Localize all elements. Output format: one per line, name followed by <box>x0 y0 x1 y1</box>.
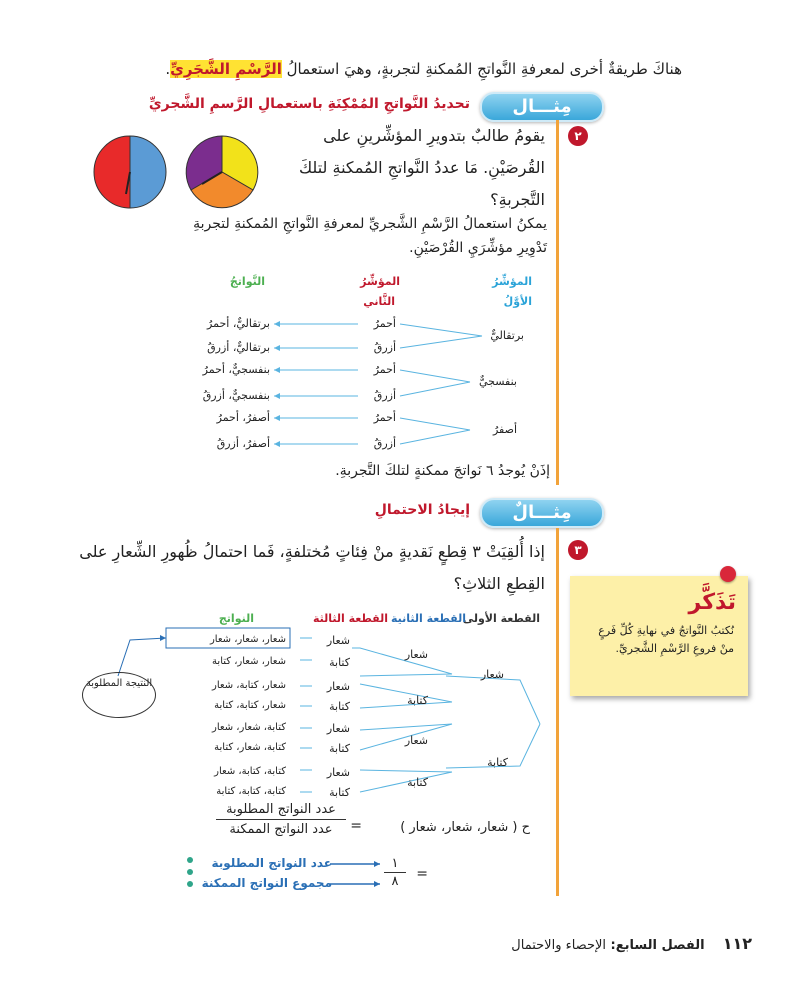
formula-numerator: عدد النواتج المطلوبة <box>226 802 336 817</box>
tree-1-outcome: بنفسجيٌّ، أزرقُ <box>202 389 270 402</box>
tip-note <box>570 576 748 696</box>
formula-fraction <box>216 802 346 837</box>
disc-1-blue-slice <box>130 136 166 208</box>
desired-outcome-callout: النتيجة المطلوبة <box>82 672 156 718</box>
tree-1-first-branch: برتقاليٌّ <box>490 329 524 342</box>
question-line-1: إذا أُلقِيَتْ ٣ قِطعٍ نَقديةٍ منْ فِئاتٍ مُختلفةٍ، فَما احتمالُ ظُهورِ الشِّعارِ على <box>79 542 545 561</box>
result-equals: = <box>416 866 428 882</box>
example-1-number: ٢ <box>568 126 588 146</box>
tree-2-outcome: كتابة، كتابة، كتابة <box>216 786 286 797</box>
tree-2-third-branch: كتابة <box>329 742 350 755</box>
example-2-number: ٣ <box>568 540 588 560</box>
pin-icon <box>720 566 736 582</box>
tree-2-outcome: كتابة، شعار، كتابة <box>214 742 286 753</box>
example-1-conclusion: إذَنْ يُوجدُ ٦ نَواتجَ ممكنةٍ لتلكَ التَّجربةِ. <box>335 463 550 479</box>
tree-2-header-second: القطعة الثانية <box>390 612 466 625</box>
tree-2-third-branch: شعار <box>326 766 350 779</box>
tree-2-lines <box>90 620 550 800</box>
tree-1-second-branch: أزرقُ <box>373 341 396 354</box>
example-1-title: تحديدُ النَّواتجِ المُمْكِنَةِ باستعمالِ الرَّسمِ الشَّجريِّ <box>148 96 470 112</box>
example-2-badge: مِثـــالٌ <box>480 498 604 528</box>
question-line-2: القِطعِ الثلاثِ؟ <box>453 574 545 593</box>
tree-2-first-branch: شعار <box>480 668 504 681</box>
tip-text-line-1: نُكتبُ النَّواتجُ في نهايةِ كُلِّ فَرعٍ <box>598 624 734 637</box>
tree-2-third-branch: شعار <box>326 634 350 647</box>
tree-1-header-first: المؤشِّرُ <box>492 275 532 288</box>
tip-text <box>584 622 734 658</box>
tree-2-second-branch: كتابة <box>407 694 428 707</box>
intro-highlight: الرَّسْمِ الشَّجَرِيِّ <box>170 60 282 78</box>
example-2-title: إيجادُ الاحتمالِ <box>374 502 470 518</box>
intro-end: . <box>165 60 171 78</box>
tree-2-outcome: شعار، كتابة، شعار <box>212 680 286 691</box>
footer-subject: الإحصاء والاحتمال <box>511 938 607 953</box>
tree-2-second-branch: كتابة <box>407 776 428 789</box>
footer-chapter: الفصل السابع: <box>610 938 705 953</box>
tree-1-first-branch: أصفرُ <box>492 423 517 436</box>
page-footer <box>511 934 752 953</box>
tree-1-outcome: بنفسجيٌّ، أحمرُ <box>202 363 270 376</box>
formula-equals: = <box>350 818 362 834</box>
result-fraction <box>384 856 406 889</box>
tree-1-header-first-b: الأوَّلُ <box>503 295 532 308</box>
result-numerator: ١ <box>391 856 399 871</box>
tree-1-second-branch: أحمرُ <box>373 411 396 424</box>
tree-2-second-branch: شعار <box>404 734 428 747</box>
question-line-3: التَّجربةِ؟ <box>490 190 545 209</box>
example-1-question <box>245 120 545 216</box>
tree-1-second-branch: أحمرُ <box>373 363 396 376</box>
example-2-question <box>45 536 545 600</box>
tip-title: تَذَكَّر <box>688 590 736 615</box>
tree-2-third-branch: كتابة <box>329 656 350 669</box>
tree-1-outcome: برتقاليٌّ، أحمرُ <box>207 317 270 330</box>
result-bar <box>384 872 406 873</box>
tip-text-line-2: منْ فروعِ الرَّسْمِ الشَّجريِّ. <box>615 642 734 655</box>
disc-1-red-slice <box>94 136 130 208</box>
tree-2-header-first: القطعة الأولى <box>462 612 540 625</box>
example-1-badge: مِثـــال <box>480 92 604 122</box>
spinner-disc-2 <box>186 136 258 208</box>
spinner-disc-1 <box>94 136 166 208</box>
example-2-side-bar <box>556 528 559 896</box>
formula-denominator: عدد النواتج الممكنة <box>229 822 333 837</box>
tree-1-header-second: المؤشِّرُ <box>360 275 400 288</box>
tree-2-third-branch: شعار <box>326 722 350 735</box>
question-line-2: القُرصَيْنِ. مَا عددُ النَّواتجِ المُمكنةِ لتلكَ <box>298 158 545 177</box>
tree-2-first-branch: كتابة <box>487 756 508 769</box>
tree-1-second-branch: أزرقُ <box>373 389 396 402</box>
page-number: ١١٢ <box>722 934 752 953</box>
paragraph-line-1: يمكنُ استعمالُ الرَّسْمِ الشَّجريِّ لمعرفةِ النَّواتجِ المُمكنةِ لتجربةِ <box>193 216 547 232</box>
tree-2-outcome: كتابة، كتابة، شعار <box>214 766 286 777</box>
example-1-paragraph <box>107 212 547 260</box>
note-denominator: مجموع النواتج الممكنة <box>201 876 332 890</box>
tree-1-second-branch: أزرقُ <box>373 437 396 450</box>
formula-lhs: ح ( شعار، شعار، شعار ) <box>400 820 530 835</box>
intro-body: هناكَ طريقةٌ أخرى لمعرفةِ النَّواتجِ المُمكنةِ لتجربةٍ، وهيَ استعمالُ <box>286 60 682 78</box>
tree-2-third-branch: كتابة <box>329 786 350 799</box>
tree-2-outcome: شعار، شعار، كتابة <box>212 656 286 667</box>
tree-1-second-branch: أحمرُ <box>373 317 396 330</box>
tree-1-outcome: أصفرُ، أزرقُ <box>216 437 270 450</box>
tree-2-third-branch: كتابة <box>329 700 350 713</box>
fraction-bar <box>216 819 346 820</box>
paragraph-line-2: تَدْوِيرِ مؤشِّرَيِ القُرْصَيْنِ. <box>409 240 547 256</box>
tree-2-second-branch: شعار <box>404 648 428 661</box>
intro-text <box>82 60 682 78</box>
tree-2-outcome: كتابة، شعار، شعار <box>212 722 286 733</box>
tree-2-header-outcomes: النواتج <box>218 612 254 625</box>
tree-2-header-third: القطعة الثالثة <box>312 612 388 625</box>
example-1-side-bar <box>556 120 559 485</box>
result-denominator: ٨ <box>391 874 399 889</box>
tree-1-header-outcomes: النَّواتجُ <box>229 275 265 288</box>
tree-1-first-branch: بنفسجيٌّ <box>478 375 517 388</box>
tree-1-outcome: برتقاليٌّ، أزرقُ <box>207 341 270 354</box>
spinner-discs <box>90 132 270 212</box>
tree-2-outcome: شعار، شعار، شعار <box>209 634 286 645</box>
question-line-1: يقومُ طالبٌ بتدويرِ المؤشِّرينِ على <box>323 126 545 145</box>
tree-2-outcome: شعار، كتابة، كتابة <box>214 700 286 711</box>
tree-1-outcome: أصفرُ، أحمرُ <box>216 411 270 424</box>
tree-1-header-second-b: الثَّاني <box>363 295 395 308</box>
tree-2-third-branch: شعار <box>326 680 350 693</box>
note-numerator: عدد النواتج المطلوبة <box>211 856 332 870</box>
